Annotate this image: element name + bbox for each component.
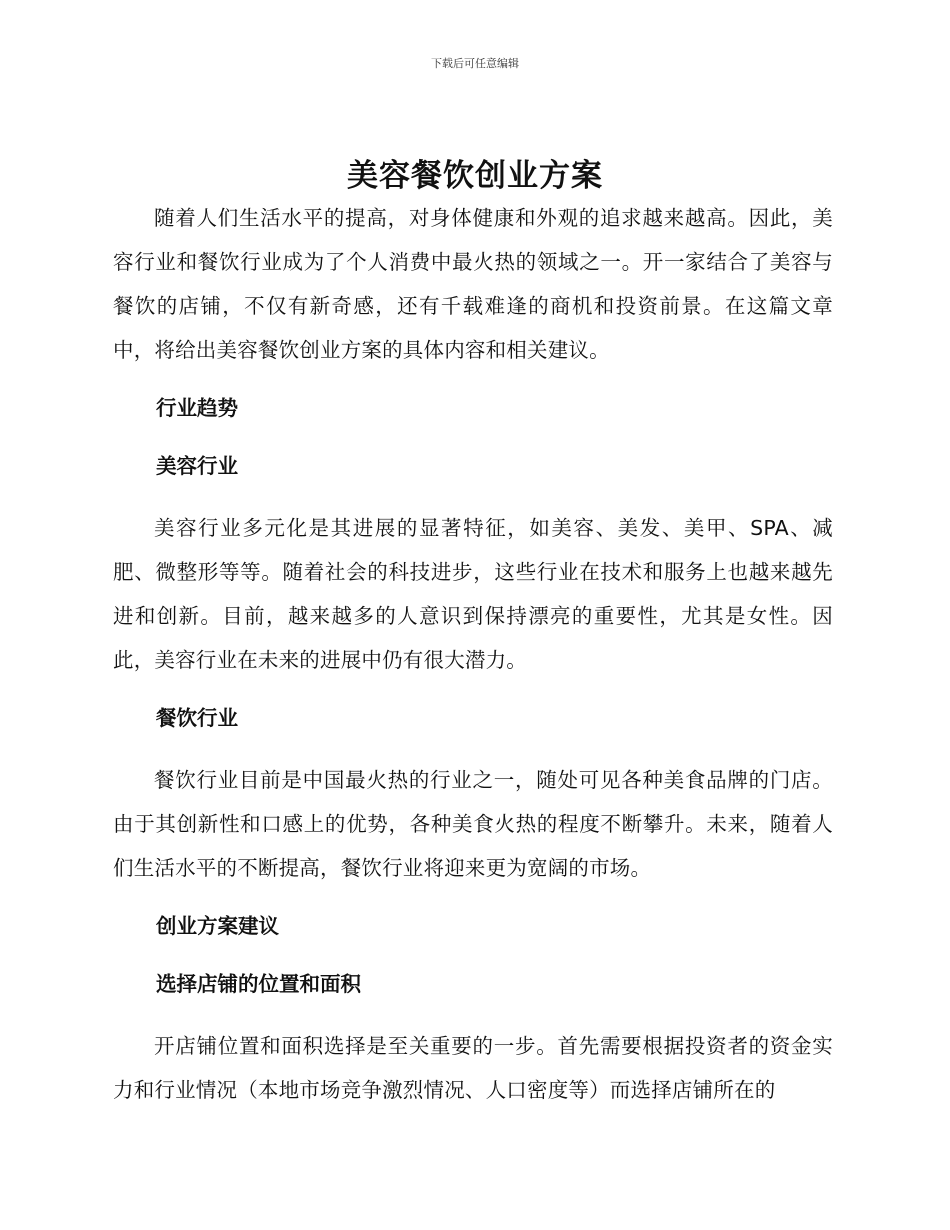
section-heading-plan: 创业方案建议 bbox=[156, 914, 279, 938]
subsection-heading-location: 选择店铺的位置和面积 bbox=[156, 972, 361, 996]
beauty-paragraph: 美容行业多元化是其进展的显著特征，如美容、美发、美甲、SPA、减肥、微整形等等。随着社会的科技进步，这些行业在技术和服务上也越来越先进和创新。目前，越来越多的人意识到保持漂亮的重要性，尤其是女性。因此，美容行业在未来的进展中仍有很大潜力。 bbox=[113, 516, 833, 672]
intro-paragraph: 随着人们生活水平的提高，对身体健康和外观的追求越来越高。因此，美容行业和餐饮行业成为了个人消费中最火热的领域之一。开一家结合了美容与餐饮的店铺，不仅有新奇感，还有千载难逢的商机和投资前景。在这篇文章中，将给出美容餐饮创业方案的具体内容和相关建议。 bbox=[113, 206, 833, 362]
document-title: 美容餐饮创业方案 bbox=[347, 158, 603, 194]
food-paragraph: 餐饮行业目前是中国最火热的行业之一，随处可见各种美食品牌的门店。由于其创新性和口感上的优势，各种美食火热的程度不断攀升。未来，随着人们生活水平的不断提高，餐饮行业将迎来更为宽阔的市场。 bbox=[113, 768, 833, 880]
document-body bbox=[113, 196, 833, 1112]
subsection-heading-food: 餐饮行业 bbox=[156, 706, 238, 730]
location-paragraph: 开店铺位置和面积选择是至关重要的一步。首先需要根据投资者的资金实力和行业情况（本地市场竞争激烈情况、人口密度等）而选择店铺所在的 bbox=[113, 1034, 833, 1102]
page-header-note: 下载后可任意编辑 bbox=[431, 57, 519, 70]
section-heading-trend: 行业趋势 bbox=[156, 396, 238, 420]
subsection-heading-beauty: 美容行业 bbox=[156, 454, 238, 478]
